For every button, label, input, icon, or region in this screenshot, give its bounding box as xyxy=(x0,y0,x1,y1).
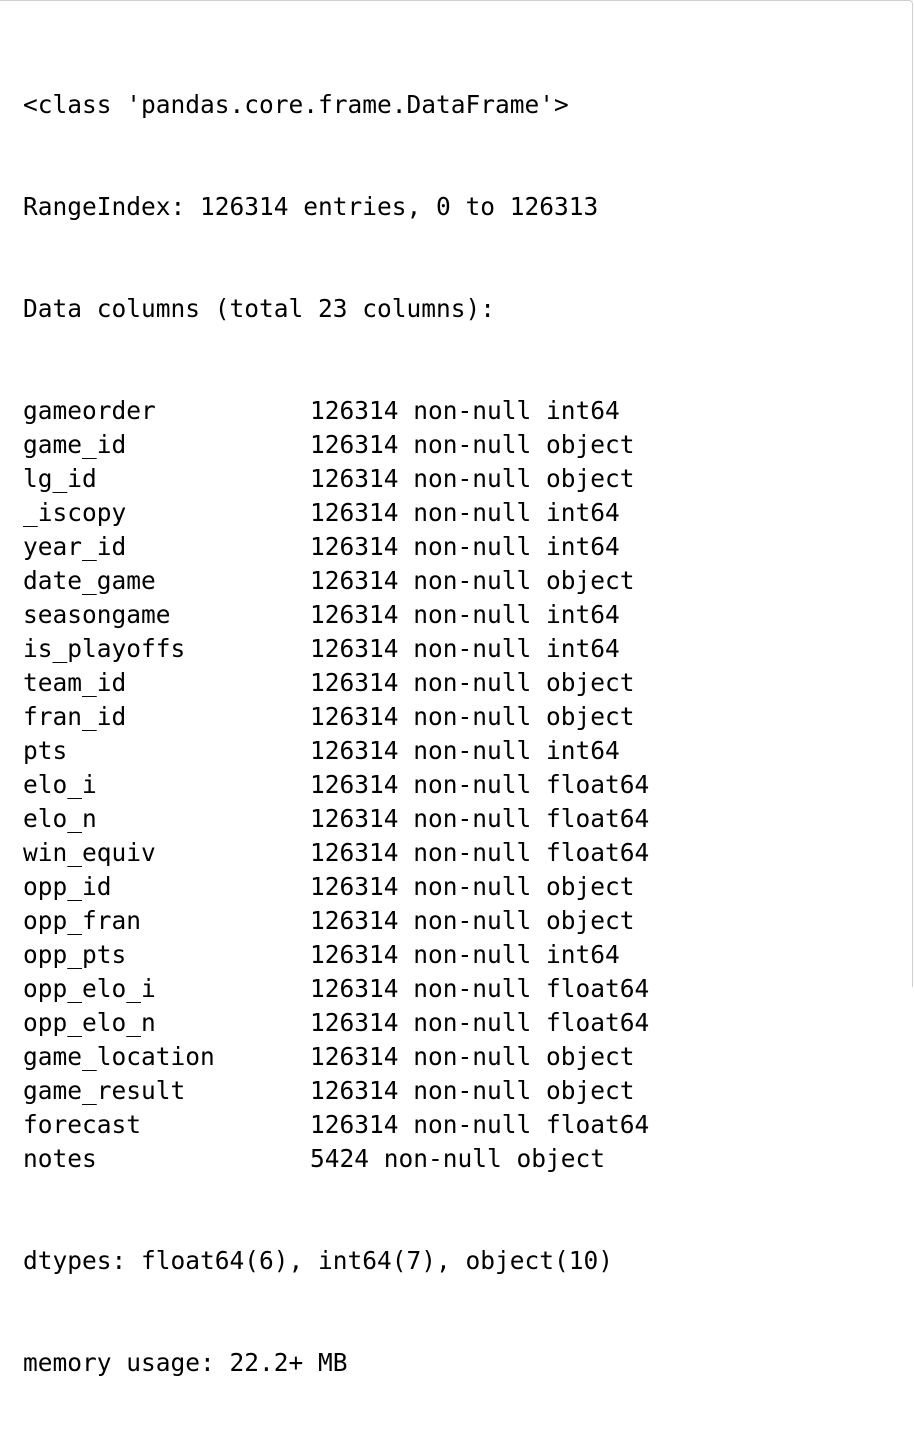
column-row xyxy=(23,938,649,972)
column-info: 126314 non-null int64 xyxy=(310,736,620,765)
column-info: 126314 non-null float64 xyxy=(310,974,650,1003)
range-index-line: RangeIndex: 126314 entries, 0 to 126313 xyxy=(23,192,599,221)
dataframe-info-output xyxy=(23,20,649,1448)
column-info: 126314 non-null object xyxy=(310,668,635,697)
column-row xyxy=(23,462,649,496)
column-name: year_id xyxy=(23,532,127,561)
column-name: opp_elo_i xyxy=(23,974,156,1003)
column-row xyxy=(23,734,649,768)
column-name: gameorder xyxy=(23,396,156,425)
column-name: date_game xyxy=(23,566,156,595)
column-name: forecast xyxy=(23,1110,142,1139)
column-row xyxy=(23,530,649,564)
column-name: opp_id xyxy=(23,872,112,901)
column-row xyxy=(23,1108,649,1142)
column-row xyxy=(23,564,649,598)
column-row xyxy=(23,904,649,938)
column-info: 126314 non-null object xyxy=(310,1042,635,1071)
column-row xyxy=(23,428,649,462)
column-info: 126314 non-null int64 xyxy=(310,600,620,629)
column-info: 126314 non-null int64 xyxy=(310,396,620,425)
column-info: 126314 non-null int64 xyxy=(310,634,620,663)
column-name: opp_pts xyxy=(23,940,127,969)
columns-header-line: Data columns (total 23 columns): xyxy=(23,294,496,323)
column-row xyxy=(23,598,649,632)
column-row xyxy=(23,394,649,428)
column-name: lg_id xyxy=(23,464,97,493)
column-info: 126314 non-null object xyxy=(310,872,635,901)
column-info: 126314 non-null object xyxy=(310,566,635,595)
dtypes-line: dtypes: float64(6), int64(7), object(10) xyxy=(23,1246,614,1275)
column-name: elo_i xyxy=(23,770,97,799)
column-name: notes xyxy=(23,1144,97,1173)
column-info: 126314 non-null int64 xyxy=(310,532,620,561)
column-info: 126314 non-null object xyxy=(310,1076,635,1105)
column-info: 5424 non-null object xyxy=(310,1144,606,1173)
column-name: game_id xyxy=(23,430,127,459)
column-info: 126314 non-null float64 xyxy=(310,1110,650,1139)
column-info: 126314 non-null int64 xyxy=(310,498,620,527)
column-name: seasongame xyxy=(23,600,171,629)
column-row xyxy=(23,1142,649,1176)
column-name: elo_n xyxy=(23,804,97,833)
column-info: 126314 non-null object xyxy=(310,430,635,459)
column-name: is_playoffs xyxy=(23,634,186,663)
memory-usage-line: memory usage: 22.2+ MB xyxy=(23,1348,348,1377)
column-row xyxy=(23,870,649,904)
column-row xyxy=(23,1040,649,1074)
column-row xyxy=(23,632,649,666)
column-name: game_location xyxy=(23,1042,215,1071)
column-row xyxy=(23,802,649,836)
column-name: opp_fran xyxy=(23,906,142,935)
column-name: win_equiv xyxy=(23,838,156,867)
column-row xyxy=(23,666,649,700)
column-info: 126314 non-null int64 xyxy=(310,940,620,969)
column-name: game_result xyxy=(23,1076,186,1105)
column-row xyxy=(23,768,649,802)
column-info: 126314 non-null float64 xyxy=(310,804,650,833)
column-row xyxy=(23,1006,649,1040)
column-name: fran_id xyxy=(23,702,127,731)
column-name: _iscopy xyxy=(23,498,127,527)
column-name: pts xyxy=(23,736,68,765)
column-info: 126314 non-null object xyxy=(310,906,635,935)
columns-list xyxy=(23,394,649,1176)
column-info: 126314 non-null object xyxy=(310,702,635,731)
column-row xyxy=(23,1074,649,1108)
column-info: 126314 non-null float64 xyxy=(310,838,650,867)
column-row xyxy=(23,836,649,870)
column-name: opp_elo_n xyxy=(23,1008,156,1037)
column-row xyxy=(23,496,649,530)
column-info: 126314 non-null object xyxy=(310,464,635,493)
class-line: <class 'pandas.core.frame.DataFrame'> xyxy=(23,90,569,119)
column-info: 126314 non-null float64 xyxy=(310,1008,650,1037)
column-info: 126314 non-null float64 xyxy=(310,770,650,799)
column-name: team_id xyxy=(23,668,127,697)
column-row xyxy=(23,700,649,734)
column-row xyxy=(23,972,649,1006)
